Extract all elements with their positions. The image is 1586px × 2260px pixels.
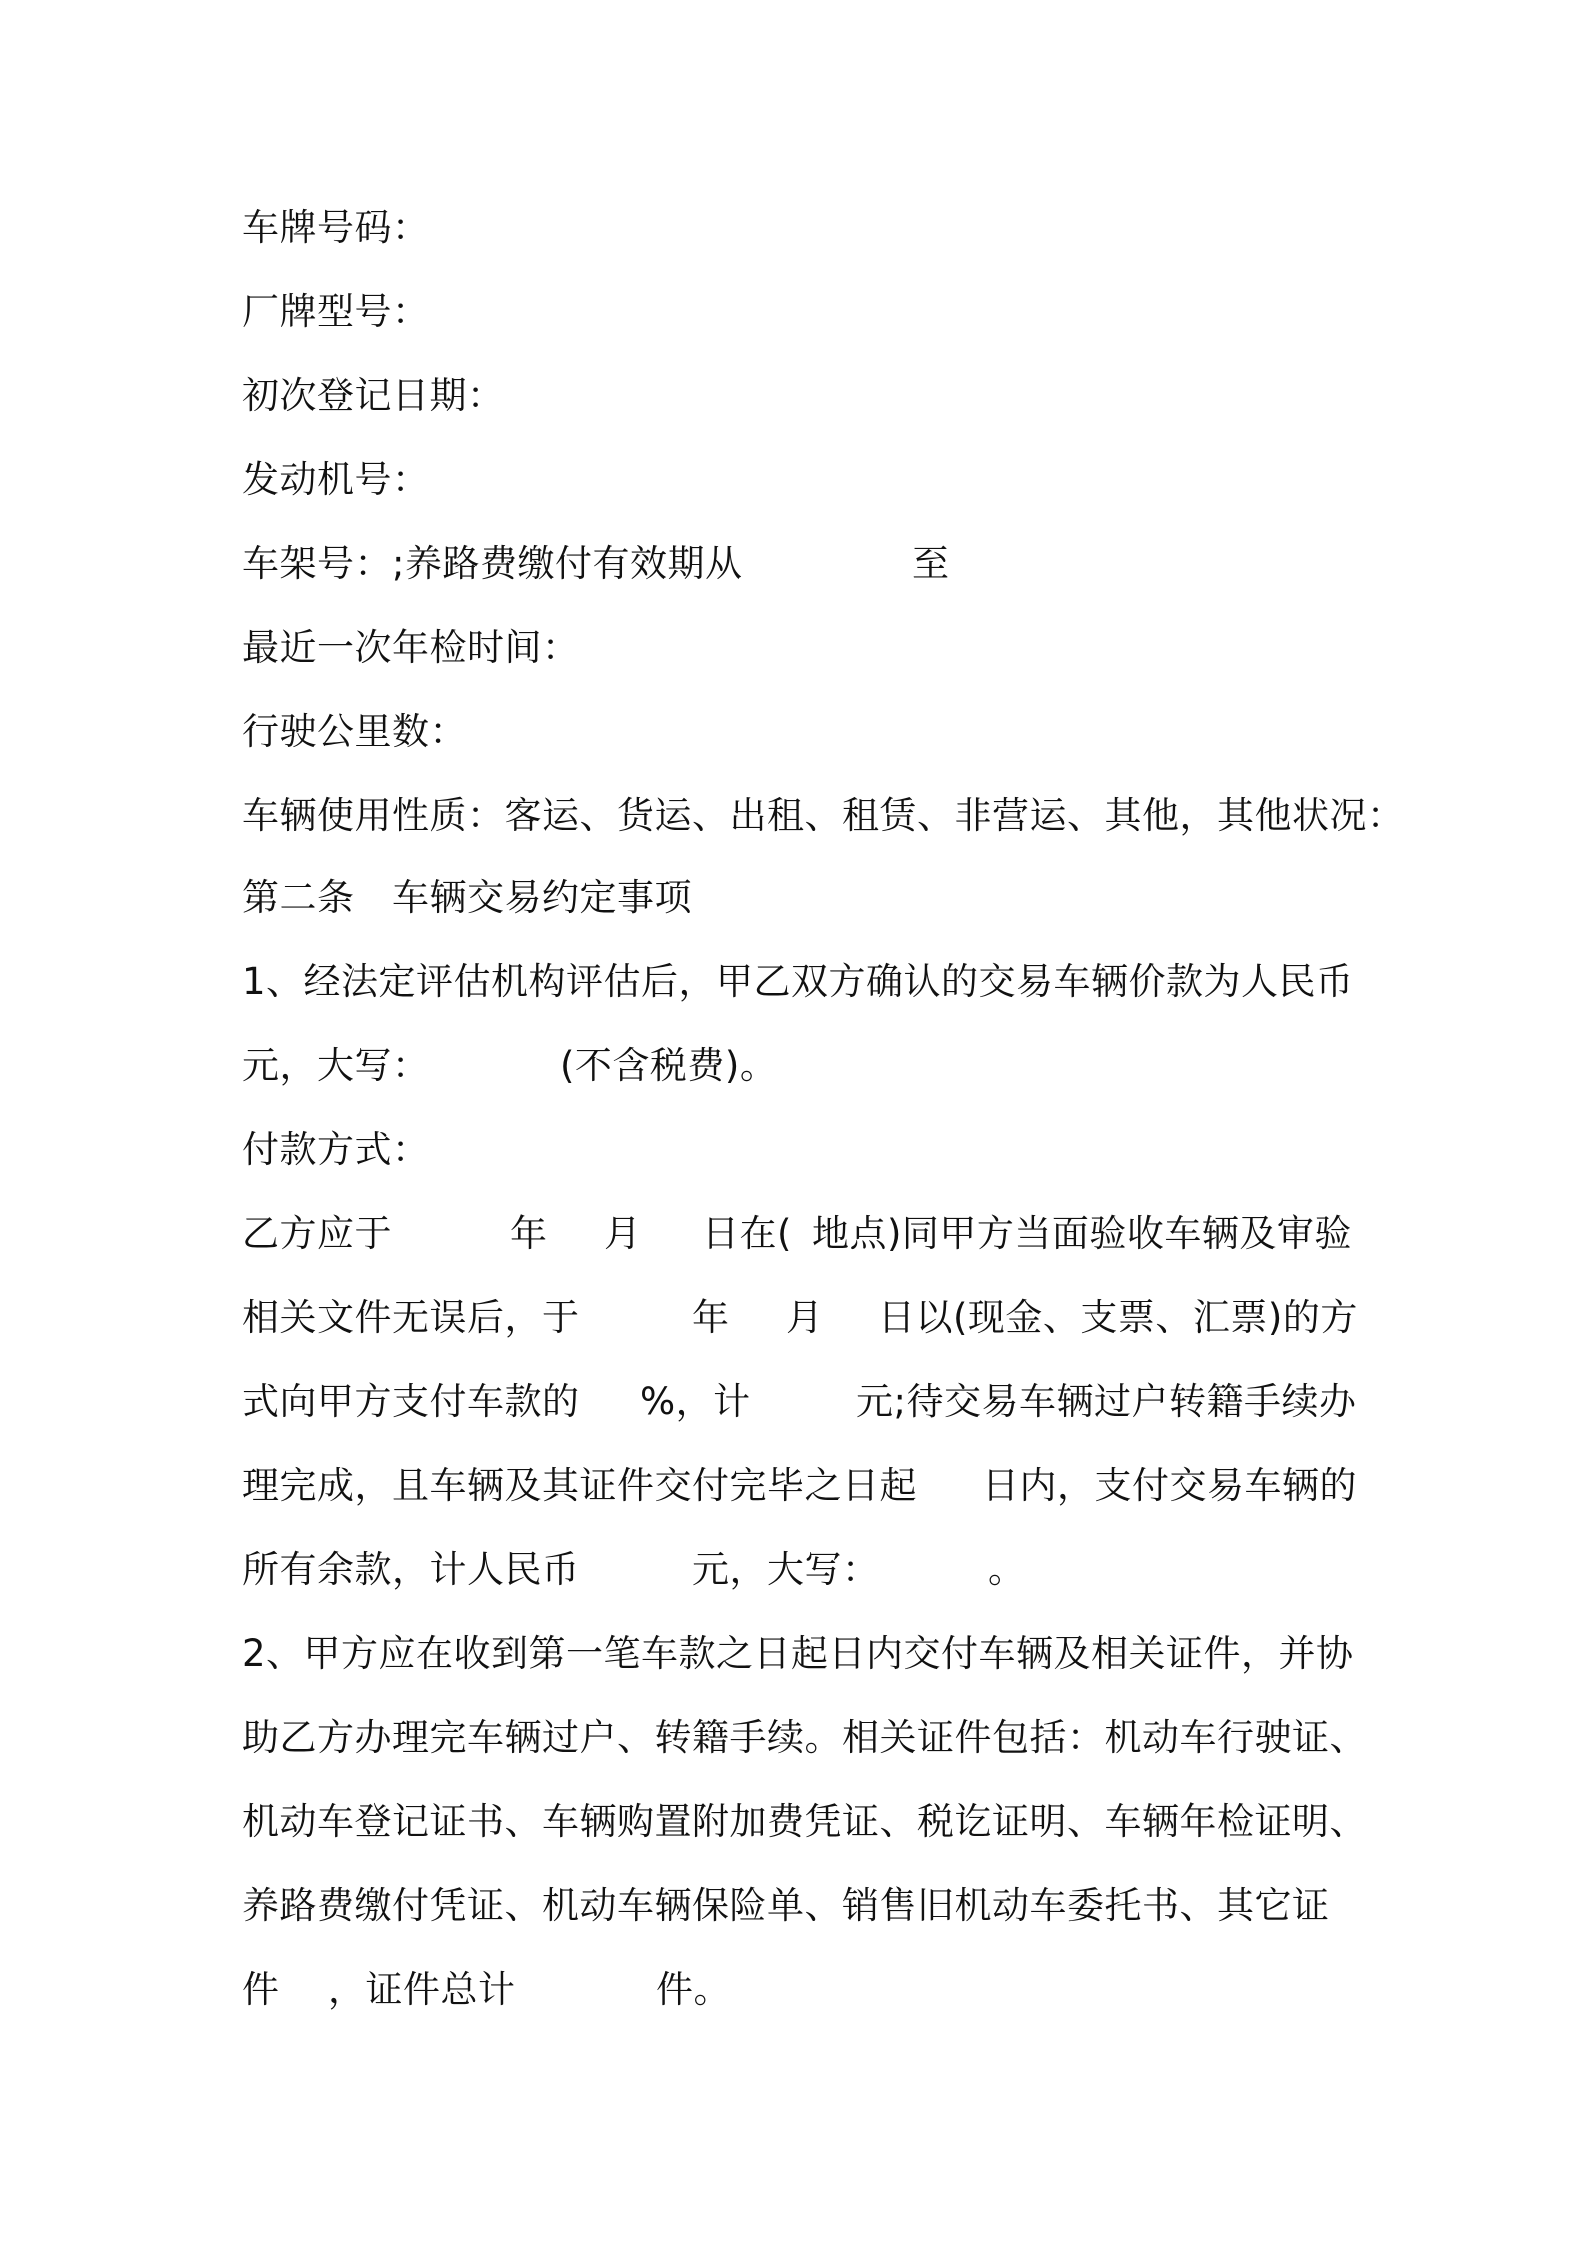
line-text: 助乙方办理完车辆过户、转籍手续。相关证件包括：机动车行驶证、 <box>242 1716 1367 1759</box>
paragraph-line <box>242 1036 778 1096</box>
paragraph-line <box>242 1288 1358 1348</box>
paragraph-line <box>242 1456 1357 1516</box>
paragraph-line <box>242 1792 1367 1852</box>
line-text: 元;待交易车辆过户转籍手续办 <box>856 1380 1357 1423</box>
line-text: 初次登记日期： <box>242 374 505 417</box>
line-text: ，证件总计 <box>328 1968 516 2011</box>
line-text: 车牌号码： <box>242 206 430 249</box>
line-text: 2、甲方应在收到第一笔车款之日起日内交付车辆及相关证件，并协 <box>242 1632 1354 1675</box>
field-engine-number <box>242 450 430 510</box>
field-first-registration-date <box>242 366 505 426</box>
line-text: 机动车登记证书、车辆购置附加费凭证、税讫证明、车辆年检证明、 <box>242 1800 1367 1843</box>
line-text: 养路费缴付凭证、机动车辆保险单、销售旧机动车委托书、其它证 <box>242 1884 1330 1927</box>
paragraph-line <box>242 1708 1367 1768</box>
line-text: 厂牌型号： <box>242 290 430 333</box>
line-text: 1、经法定评估机构评估后，甲乙双方确认的交易车辆价款为人民币 <box>242 960 1354 1003</box>
field-brand-model <box>242 282 430 342</box>
article-title: 车辆交易约定事项 <box>392 876 692 919</box>
paragraph-line <box>242 1960 731 2020</box>
line-text: 日在( <box>702 1212 792 1255</box>
field-frame-number <box>242 534 950 594</box>
article-heading <box>242 868 692 928</box>
paragraph-line <box>242 1624 1354 1684</box>
article-number: 第二条 <box>242 876 355 919</box>
payment-method-label <box>242 1120 430 1180</box>
line-text: 。 <box>988 1548 1026 1591</box>
line-text: 行驶公里数： <box>242 710 467 753</box>
line-text: 日内，支付交易车辆的 <box>982 1464 1357 1507</box>
line-text: (不含税费)。 <box>560 1044 778 1087</box>
line-text: 车架号：;养路费缴付有效期从 <box>242 542 743 585</box>
line-text: 车辆使用性质：客运、货运、出租、租赁、非营运、其他，其他状况： <box>242 794 1405 837</box>
line-text: 地点)同甲方当面验收车辆及审验 <box>812 1212 1352 1255</box>
line-text: 日以(现金、支票、汇票)的方 <box>878 1296 1358 1339</box>
field-last-inspection <box>242 618 580 678</box>
line-text: 所有余款，计人民币 <box>242 1548 580 1591</box>
line-text: 至 <box>912 542 950 585</box>
line-text: 元，大写： <box>692 1548 880 1591</box>
line-text: 件 <box>242 1968 280 2011</box>
paragraph-line <box>242 952 1354 1012</box>
line-text: 月 <box>604 1212 642 1255</box>
line-text: 式向甲方支付车款的 <box>242 1380 580 1423</box>
paragraph-line <box>242 1540 1026 1600</box>
line-text: %，计 <box>640 1380 751 1423</box>
line-text: 元，大写： <box>242 1044 430 1087</box>
paragraph-line <box>242 1876 1330 1936</box>
line-text: 年 <box>510 1212 548 1255</box>
field-plate-number <box>242 198 430 258</box>
line-text: 月 <box>786 1296 824 1339</box>
line-text: 发动机号： <box>242 458 430 501</box>
paragraph-line <box>242 1372 1357 1432</box>
line-text: 乙方应于 <box>242 1212 392 1255</box>
field-mileage <box>242 702 467 762</box>
line-text: 最近一次年检时间： <box>242 626 580 669</box>
line-text: 付款方式： <box>242 1128 430 1171</box>
line-text: 年 <box>692 1296 730 1339</box>
paragraph-line <box>242 1204 1352 1264</box>
field-vehicle-use <box>242 786 1405 846</box>
line-text: 相关文件无误后，于 <box>242 1296 580 1339</box>
line-text: 件。 <box>656 1968 731 2011</box>
line-text: 理完成，且车辆及其证件交付完毕之日起 <box>242 1464 917 1507</box>
